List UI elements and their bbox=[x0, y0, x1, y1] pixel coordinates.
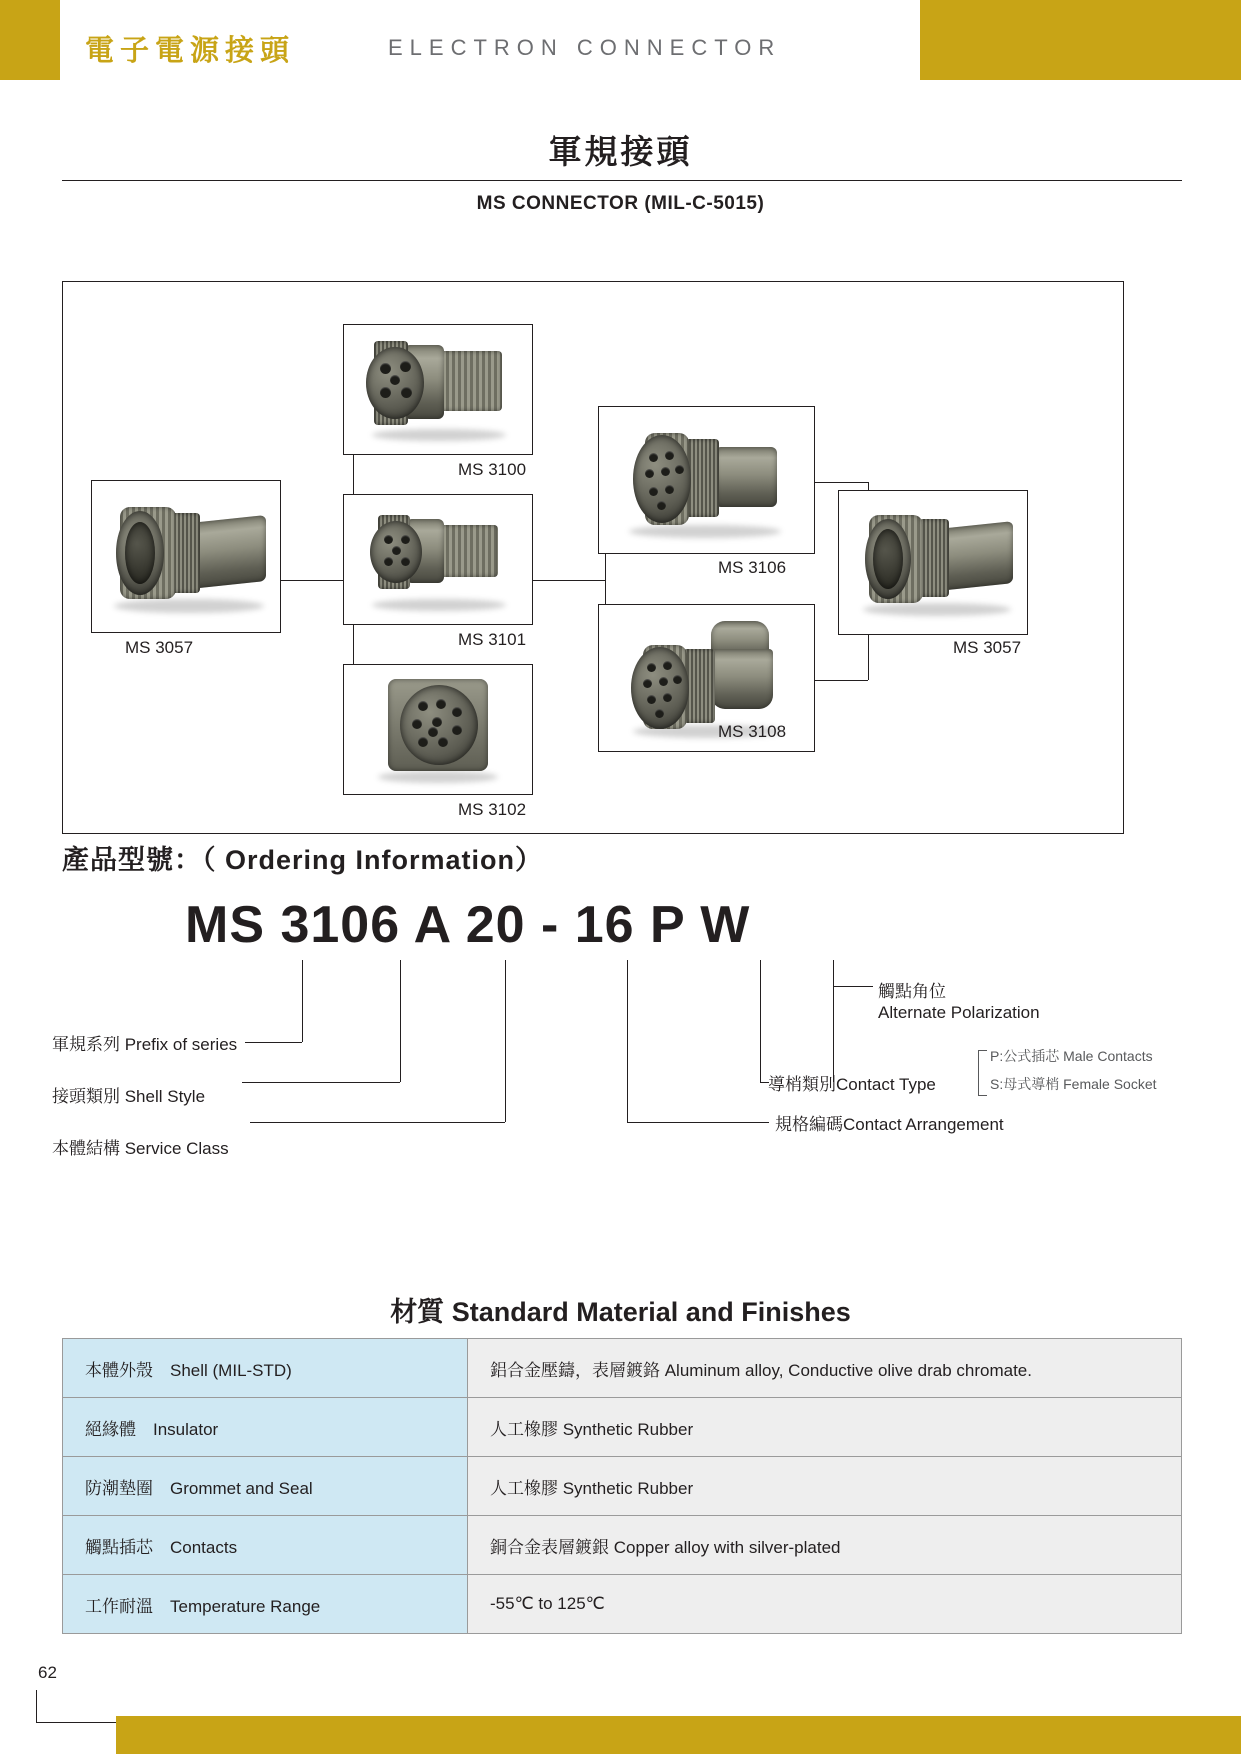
footer-accent-bar bbox=[116, 1716, 1241, 1754]
product-family-diagram bbox=[62, 281, 1124, 834]
table-row bbox=[63, 1575, 1182, 1634]
material-label: 觸點插芯 Contacts bbox=[63, 1516, 468, 1575]
callout-service-class: 本體結構 Service Class bbox=[52, 1139, 229, 1158]
callout-contact-type-male: P:公式插芯 Male Contacts bbox=[990, 1048, 1153, 1064]
product-photo-ms3106 bbox=[598, 406, 815, 554]
connector-line bbox=[813, 482, 868, 483]
material-value: 銅合金表層鍍銀 Copper alloy with silver-plated bbox=[468, 1516, 1182, 1575]
product-caption-ms3057-left: MS 3057 bbox=[125, 638, 194, 657]
connector-line bbox=[813, 680, 868, 681]
leader-line bbox=[400, 960, 401, 1082]
leader-line bbox=[627, 960, 628, 1122]
connector-line bbox=[278, 580, 353, 581]
callout-prefix-of-series: 軍規系列 Prefix of series bbox=[52, 1035, 238, 1054]
callout-alternate-polarization-cn: 觸點角位 bbox=[878, 982, 946, 1001]
leader-line bbox=[242, 1082, 400, 1083]
page-title-english: MS CONNECTOR (MIL-C-5015) bbox=[476, 193, 765, 214]
material-label: 工作耐溫 Temperature Range bbox=[63, 1575, 468, 1634]
table-row bbox=[63, 1516, 1182, 1575]
product-photo-ms3057-left bbox=[91, 480, 281, 633]
product-caption-ms3101: MS 3101 bbox=[458, 630, 527, 649]
material-value: 人工橡膠 Synthetic Rubber bbox=[468, 1457, 1182, 1516]
leader-line bbox=[302, 960, 303, 1042]
material-label: 本體外殼 Shell (MIL-STD) bbox=[63, 1339, 468, 1398]
footer-rule-horizontal bbox=[36, 1722, 116, 1723]
product-caption-ms3102: MS 3102 bbox=[458, 800, 527, 819]
material-table bbox=[62, 1338, 1182, 1634]
callout-contact-arrangement: 規格編碼Contact Arrangement bbox=[775, 1115, 1004, 1134]
product-photo-ms3057-right bbox=[838, 490, 1028, 635]
product-photo-ms3101 bbox=[343, 494, 533, 625]
page-title-chinese: 軍規接頭 bbox=[548, 133, 693, 170]
table-row bbox=[63, 1398, 1182, 1457]
connector-line bbox=[530, 580, 605, 581]
page-number: 62 bbox=[38, 1663, 57, 1682]
product-caption-ms3100: MS 3100 bbox=[458, 460, 527, 479]
product-caption-ms3057-right: MS 3057 bbox=[953, 638, 1022, 657]
material-label: 絕緣體 Insulator bbox=[63, 1398, 468, 1457]
header-accent-bar-right bbox=[920, 0, 1241, 80]
material-value: 鋁合金壓鑄，表層鍍鉻 Aluminum alloy, Conductive olive drab chromate. bbox=[468, 1339, 1182, 1398]
leader-line bbox=[505, 960, 506, 1122]
product-photo-ms3102 bbox=[343, 664, 533, 795]
product-caption-ms3108: MS 3108 bbox=[718, 722, 787, 741]
material-section-title: 材質 Standard Material and Finishes bbox=[390, 1297, 851, 1327]
table-row bbox=[63, 1457, 1182, 1516]
title-divider bbox=[62, 180, 1182, 181]
callout-contact-type-female: S:母式導梢 Female Socket bbox=[990, 1076, 1157, 1092]
product-caption-ms3106: MS 3106 bbox=[718, 558, 787, 577]
header-title-english: ELECTRON CONNECTOR bbox=[388, 35, 782, 60]
leader-line bbox=[760, 960, 761, 1082]
material-label: 防潮墊圈 Grommet and Seal bbox=[63, 1457, 468, 1516]
material-value: 人工橡膠 Synthetic Rubber bbox=[468, 1398, 1182, 1457]
leader-line bbox=[627, 1122, 769, 1123]
ordering-section-title: 產品型號：（ Ordering Information） bbox=[62, 845, 544, 875]
leader-line bbox=[250, 1122, 505, 1123]
product-photo-ms3100 bbox=[343, 324, 533, 455]
header-accent-bar-left bbox=[0, 0, 60, 80]
table-row bbox=[63, 1339, 1182, 1398]
leader-line bbox=[833, 960, 834, 986]
material-value: -55℃ to 125℃ bbox=[468, 1575, 1182, 1634]
callout-shell-style: 接頭類別 Shell Style bbox=[52, 1087, 206, 1106]
leader-line bbox=[245, 1042, 302, 1043]
footer-rule-vertical bbox=[36, 1690, 37, 1722]
header-title-chinese: 電子電源接頭 bbox=[85, 35, 296, 67]
ordering-part-number: MS 3106 A 20 - 16 P W bbox=[185, 896, 751, 954]
contact-type-brace bbox=[978, 1050, 987, 1096]
leader-line bbox=[833, 986, 873, 987]
callout-contact-type: 導梢類別Contact Type bbox=[768, 1075, 936, 1094]
callout-alternate-polarization-en: Alternate Polarization bbox=[878, 1003, 1040, 1022]
